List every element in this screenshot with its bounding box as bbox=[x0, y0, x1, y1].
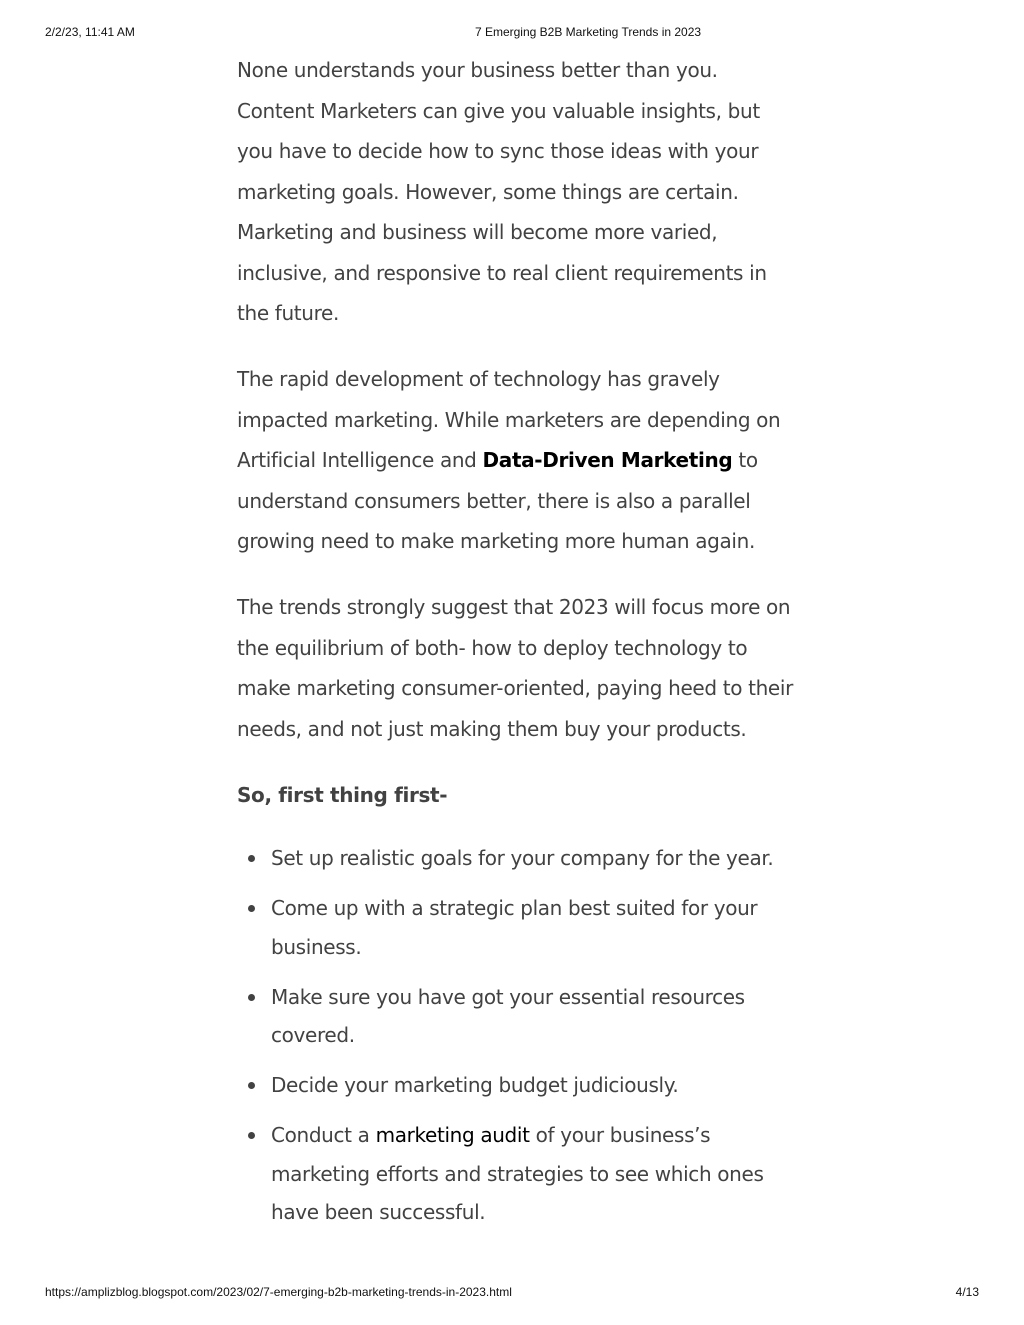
print-footer bbox=[0, 1285, 1024, 1301]
bullet-icon bbox=[248, 905, 255, 912]
list-item-text: Decide your marketing budget judiciously. bbox=[271, 1073, 679, 1097]
paragraph-intro: None understands your business better than you. Content Marketers can give you valuable insights, but you have to decide how to sync those ideas with your marketing goals. However, some things are certain. Marketing and business will become more varied, inclusive, and responsive to real client requirements in the future. bbox=[237, 58, 767, 325]
list-item bbox=[237, 1116, 793, 1232]
list-item bbox=[237, 978, 793, 1055]
print-page-title: 7 Emerging B2B Marketing Trends in 2023 bbox=[474, 25, 702, 39]
paragraph-technology-text-start: The rapid development of technology has gravely impacted marketing. While marketers are depending on Artificial Intelligence and bbox=[237, 367, 781, 472]
marketing-audit-link[interactable]: marketing audit bbox=[375, 1123, 530, 1147]
paragraph-technology bbox=[237, 359, 793, 562]
list-item-text-start: Conduct a bbox=[271, 1123, 376, 1147]
list-item-text: Come up with a strategic plan best suited for your business. bbox=[271, 896, 758, 959]
list-item bbox=[237, 1066, 793, 1105]
print-header bbox=[0, 25, 1024, 41]
paragraph-technology-text-end: to understand consumers better, there is also a parallel growing need to make marketing more human again. bbox=[237, 448, 758, 553]
bullet-icon bbox=[248, 1082, 255, 1089]
checklist bbox=[237, 839, 793, 1232]
print-url: https://amplizblog.blogspot.com/2023/02/7-emerging-b2b-marketing-trends-in-2023.html bbox=[45, 1285, 512, 1299]
list-item-text: Set up realistic goals for your company for the year. bbox=[271, 846, 774, 870]
print-page-number: 4/13 bbox=[955, 1285, 979, 1299]
bullet-icon bbox=[248, 1132, 255, 1139]
list-item-text: Make sure you have got your essential resources covered. bbox=[271, 984, 745, 1047]
print-datetime: 2/2/23, 11:41 AM bbox=[45, 25, 135, 39]
data-driven-marketing-link[interactable]: Data-Driven Marketing bbox=[482, 448, 733, 472]
list-item bbox=[237, 889, 793, 966]
article-body bbox=[237, 50, 793, 1243]
section-heading: So, first thing first- bbox=[237, 782, 448, 807]
bullet-icon bbox=[248, 855, 255, 862]
paragraph-trends: The trends strongly suggest that 2023 will focus more on the equilibrium of both- how to deploy technology to make marketing consumer-oriented, paying heed to their needs, and not just making them buy your products. bbox=[237, 595, 793, 741]
bullet-icon bbox=[248, 994, 255, 1001]
list-item-text-end: of your business’s marketing efforts and strategies to see which ones have been successful. bbox=[271, 1123, 764, 1224]
list-item bbox=[237, 839, 793, 878]
